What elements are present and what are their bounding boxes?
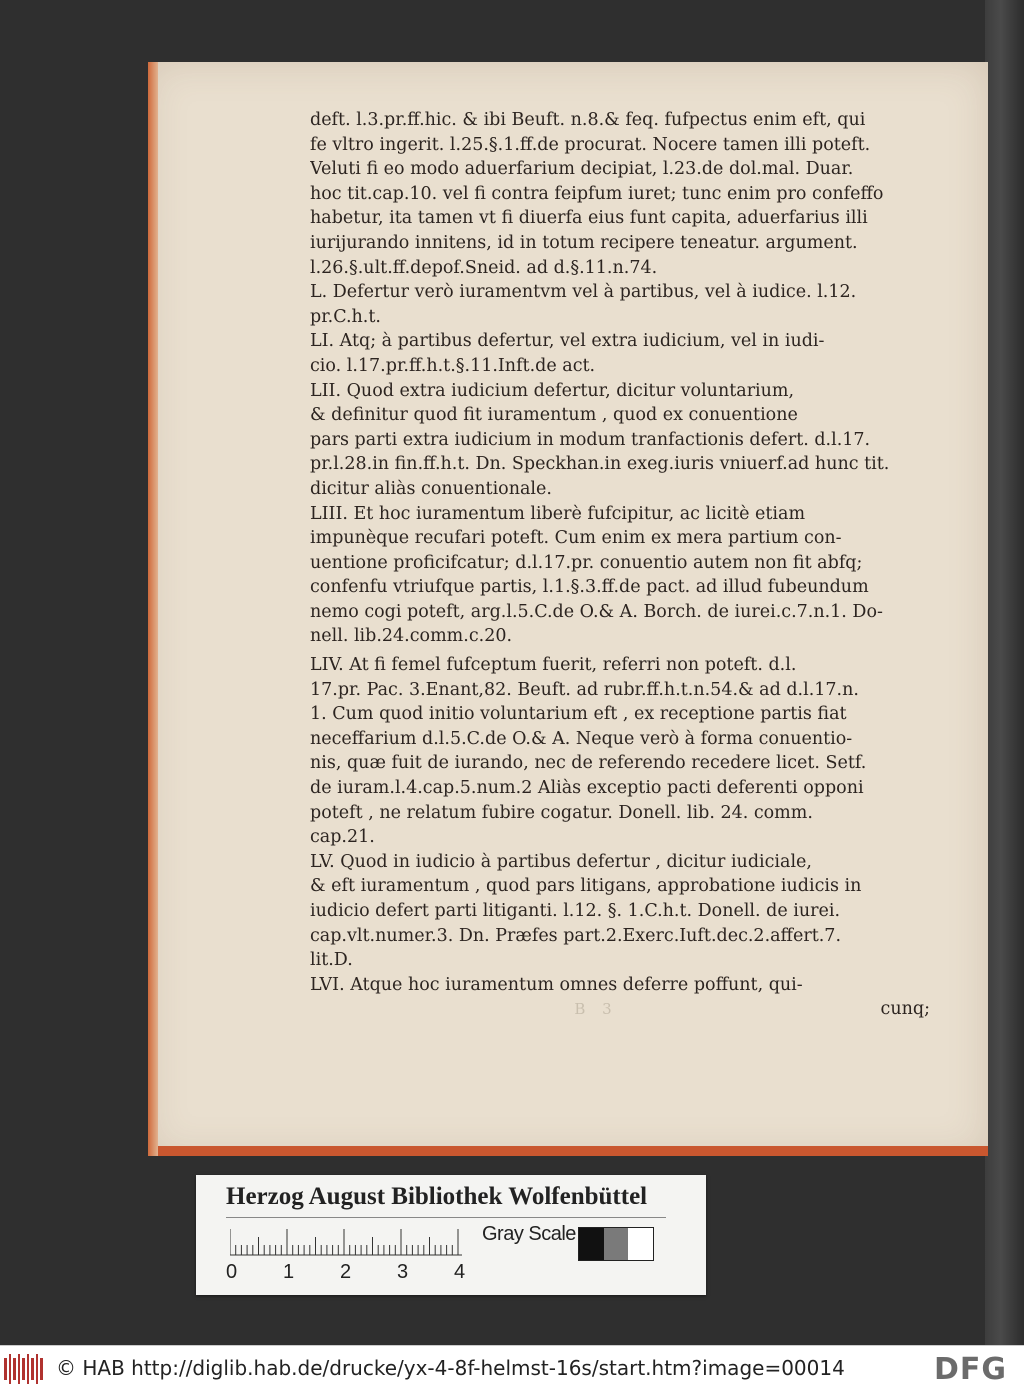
ruler-number: 0	[226, 1261, 238, 1283]
text-line: l.26.§.ult.ff.depof.Sneid. ad d.§.11.n.74.	[310, 257, 658, 278]
text-line: L. Defertur verò iuramentvm vel à partibus, vel à iudice. l.12.	[310, 282, 857, 303]
text-line: LIV. At fi femel fufceptum fuerit, referri non poteft. d.l.	[310, 655, 797, 676]
text-line: Veluti fi eo modo aduerfarium decipiat, l.23.de dol.mal. Duar.	[310, 159, 854, 180]
gray-swatch-mid	[604, 1228, 629, 1260]
page-edge-bottom	[158, 1146, 988, 1156]
text-line: pr.C.h.t.	[310, 306, 381, 327]
dfg-logo: DFG	[934, 1352, 1008, 1387]
text-line: neceffarium d.l.5.C.de O.& A. Neque verò à forma conuentio-	[310, 728, 853, 749]
ruler-number: 1	[283, 1261, 295, 1283]
text-line: deft. l.3.pr.ff.hic. & ibi Beuft. n.8.& feq. fufpectus enim eft, qui	[310, 110, 866, 130]
text-line: LV. Quod in iudicio à partibus defertur , dicitur iudiciale,	[310, 851, 812, 872]
text-line: & eft iuramentum , quod pars litigans, approbatione iudicis in	[310, 876, 862, 897]
catchword: cunq;	[880, 999, 930, 1020]
text-line: cap.21.	[310, 827, 375, 848]
text-line: iudicio defert parti litiganti. l.12. §. 1.C.h.t. Donell. de iurei.	[310, 901, 841, 921]
barcode-icon	[4, 1354, 46, 1384]
ruler-numbers	[226, 1261, 476, 1285]
text-line: 1. Cum quod initio voluntarium eft , ex receptione partis fiat	[310, 704, 847, 725]
library-scan-label	[196, 1175, 706, 1295]
text-line: nell. lib.24.comm.c.20.	[310, 626, 513, 647]
text-line: hoc tit.cap.10. vel fi contra feipfum iuret; tunc enim pro confeffo	[310, 183, 884, 204]
text-line: uentione proficifcatur; d.l.17.pr. conuentio autem non fit abfq;	[310, 552, 863, 573]
text-line: poteft , ne relatum fubire cogatur. Donell. lib. 24. comm.	[310, 802, 813, 823]
page-edge-left	[148, 62, 158, 1156]
text-line: LII. Quod extra iudicium defertur, dicitur voluntarium,	[310, 380, 795, 401]
ruler-scale-icon	[230, 1227, 470, 1259]
gray-swatch-light	[628, 1228, 653, 1260]
library-name: Herzog August Bibliothek Wolfenbüttel	[226, 1183, 648, 1210]
text-line: fe vltro ingerit. l.25.§.1.ff.de procurat. Nocere tamen illi poteft.	[310, 134, 871, 155]
text-line: habetur, ita tamen vt fi diuerfa eius funt capita, aduerfarius illi	[310, 208, 868, 229]
text-line: 17.pr. Pac. 3.Enant,82. Beuft. ad rubr.ff.h.t.n.54.& ad d.l.17.n.	[310, 679, 859, 700]
copyright-url[interactable]: © HAB http://diglib.hab.de/drucke/yx-4-8f-helmst-16s/start.htm?image=00014	[56, 1356, 845, 1380]
text-line: nis, quæ fuit de iurando, nec de referendo recedere licet. Setf.	[310, 753, 867, 774]
text-line: dicitur aliàs conuentionale.	[310, 478, 552, 499]
text-line: LI. Atq; à partibus defertur, vel extra iudicium, vel in iudi-	[310, 331, 825, 352]
footer-bar	[0, 1345, 1024, 1393]
text-line: de iuram.l.4.cap.5.num.2 Aliàs exceptio pacti deferenti opponi	[310, 778, 864, 799]
text-line: LVI. Atque hoc iuramentum omnes deferre poffunt, qui-	[310, 974, 803, 995]
text-line: pr.l.28.in fin.ff.h.t. Dn. Speckhan.in exeg.iuris vniuerf.ad hunc tit.	[310, 454, 890, 475]
text-line: nemo cogi poteft, arg.l.5.C.de O.& A. Borch. de iurei.c.7.n.1. Do-	[310, 601, 883, 622]
text-line: confenfu vtriufque partis, l.1.§.3.ff.de pact. ad illud fubeundum	[310, 577, 869, 598]
text-line: LIII. Et hoc iuramentum liberè fufcipitur, ac licitè etiam	[310, 503, 806, 524]
text-line: lit.D.	[310, 950, 353, 971]
page-text	[310, 108, 930, 1022]
gray-swatch-dark	[579, 1228, 604, 1260]
gray-scale-label: Gray Scale	[482, 1223, 576, 1245]
book-spine-edge	[985, 0, 1024, 1345]
gray-scale-swatch	[578, 1227, 654, 1261]
text-line: & definitur quod fit iuramentum , quod ex conuentione	[310, 405, 798, 426]
text-line: iurijurando innitens, id in totum recipere teneatur. argument.	[310, 232, 858, 253]
ruler-number: 3	[397, 1261, 409, 1283]
text-line: pars parti extra iudicium in modum tranfactionis defert. d.l.17.	[310, 429, 871, 450]
ruler-number: 4	[454, 1261, 466, 1283]
text-line: impunèque recufari poteft. Cum enim ex mera partium con-	[310, 528, 842, 549]
signature-mark: B 3	[574, 1000, 618, 1018]
label-divider	[226, 1217, 666, 1218]
text-line: cap.vlt.numer.3. Dn. Præfes part.2.Exerc.Iuft.dec.2.affert.7.	[310, 925, 842, 946]
ruler-number: 2	[340, 1261, 352, 1283]
text-line: cio. l.17.pr.ff.h.t.§.11.Inft.de act.	[310, 355, 596, 376]
